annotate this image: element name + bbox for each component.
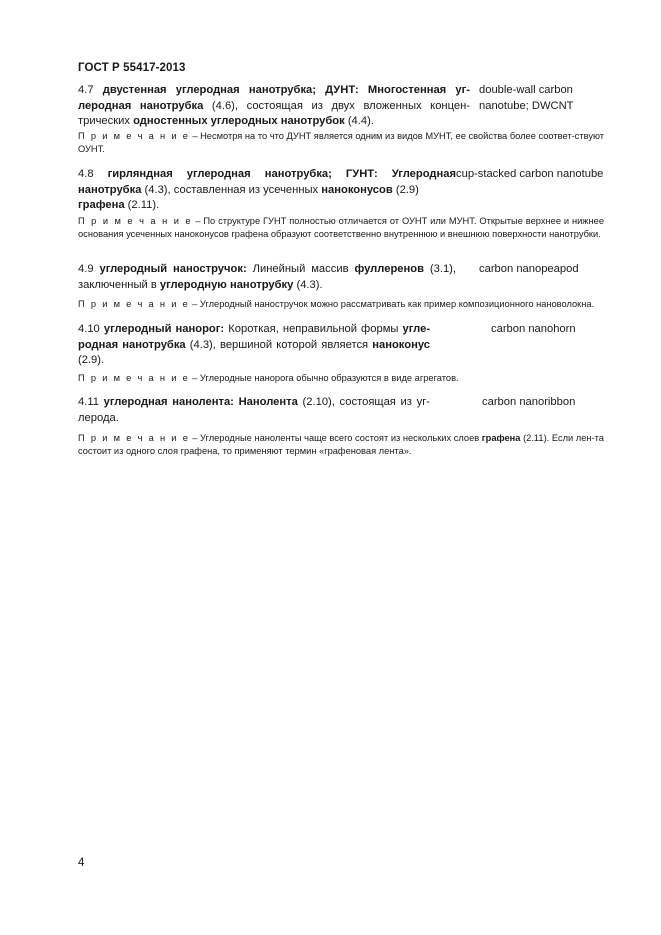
term-ref: (4.6), состоящая из двух вложенных концен-трических [78, 99, 470, 127]
english-term-4-11 [482, 395, 575, 411]
term-ref: (2.11). [127, 199, 160, 211]
term-title: углеродная нанолента: [103, 396, 234, 408]
note-label: П р и м е ч а н и е [78, 216, 193, 226]
note-4-8 [78, 215, 604, 241]
term-link: наноконус [372, 338, 431, 351]
note-text: – По структуре ГУНТ полностью отличается от ОУНТ или МУНТ. Открытые верхнее и нижнее основания усеченных наноконусов графена образуют соответственно внутреннюю и внешнюю поверхности нанотрубки. [78, 216, 604, 239]
term-ref: (2.9). [78, 354, 105, 366]
term-link: углеродную нанотрубку [159, 278, 294, 291]
english-term-4-9 [479, 262, 579, 278]
note-text: – Углеродные нанорога обычно образуются в виде агрегатов. [192, 373, 459, 383]
term-link: фуллеренов [354, 263, 424, 275]
term-link: Нанолента [238, 396, 298, 408]
english-term-line: carbon nanopeapod [479, 263, 579, 275]
english-term-line: carbon nanohorn [491, 323, 576, 335]
note-4-11 [78, 432, 604, 458]
term-ref: (4.3), вершиной которой является [189, 338, 369, 351]
term-ref: (2.10), состоящая из уг-лерода. [78, 396, 431, 424]
term-entry-4-9 [78, 262, 456, 293]
note-text: – Углеродный наностручок можно рассматривать как пример композиционного нановолокна. [192, 299, 595, 309]
term-title: углеродный нанорог: [103, 323, 225, 335]
term-number: 4.11 [78, 396, 99, 408]
term-ref: (3.1), заключенный в [78, 263, 457, 291]
english-term-line: nanotube; DWCNT [479, 99, 574, 112]
term-ref: (4.3). [296, 278, 323, 291]
english-term-line: carbon nanoribbon [482, 396, 576, 408]
note-4-10 [78, 372, 604, 385]
page-header: ГОСТ Р 55417-2013 [78, 62, 186, 74]
term-ref: (2.9) [395, 183, 419, 196]
note-label: П р и м е ч а н и е [78, 131, 190, 141]
term-title: двустенная углеродная нанотрубка; ДУНТ: Многостенная уг-леродная нанотрубка [78, 84, 470, 112]
note-4-9 [78, 298, 604, 311]
english-term-4-8 [456, 167, 603, 183]
page-number: 4 [78, 857, 85, 869]
term-number: 4.8 [78, 168, 94, 180]
term-number: 4.10 [78, 323, 100, 335]
note-link: графена [481, 433, 521, 443]
term-entry-4-8 [78, 167, 456, 214]
term-title: углеродный наностручок: [99, 263, 247, 275]
term-title: гирляндная углеродная нанотрубка; ГУНТ: Углеродная нанотрубка [78, 168, 457, 196]
english-term-line: double-wall carbon [479, 84, 573, 96]
term-entry-4-11 [78, 395, 430, 426]
note-label: П р и м е ч а н и е [78, 373, 190, 383]
note-label: П р и м е ч а н и е [78, 433, 190, 443]
term-def: Короткая, неправильной формы [228, 323, 399, 335]
term-entry-4-7 [78, 83, 470, 130]
term-ref: (4.4). [347, 115, 374, 127]
term-link: угле-родная нанотрубка [78, 323, 431, 351]
term-link: одностенных углеродных нанотрубок [133, 115, 345, 127]
note-4-7 [78, 130, 604, 156]
term-number: 4.7 [78, 84, 94, 96]
english-term-4-7 [479, 83, 574, 114]
note-label: П р и м е ч а н и е [78, 299, 190, 309]
term-entry-4-10 [78, 322, 430, 369]
note-text: (2.11). Если лен-та состоит из одного слоя графена, то применяют термин «графеновая лента». [78, 433, 604, 456]
term-number: 4.9 [78, 263, 94, 275]
english-term-line: cup-stacked carbon nanotube [456, 168, 604, 180]
term-link: графена [78, 199, 125, 211]
note-text: – Несмотря на то что ДУНТ является одним из видов МУНТ, ее свойства более соответ-ствуют ОУНТ. [78, 131, 604, 154]
term-def: Линейный массив [252, 263, 349, 275]
term-ref: (4.3), составленная из усеченных [144, 183, 319, 196]
english-term-4-10 [491, 322, 576, 338]
note-text: – Углеродные наноленты чаще всего состоят из нескольких слоев [192, 433, 480, 443]
term-link: наноконусов [321, 183, 393, 196]
